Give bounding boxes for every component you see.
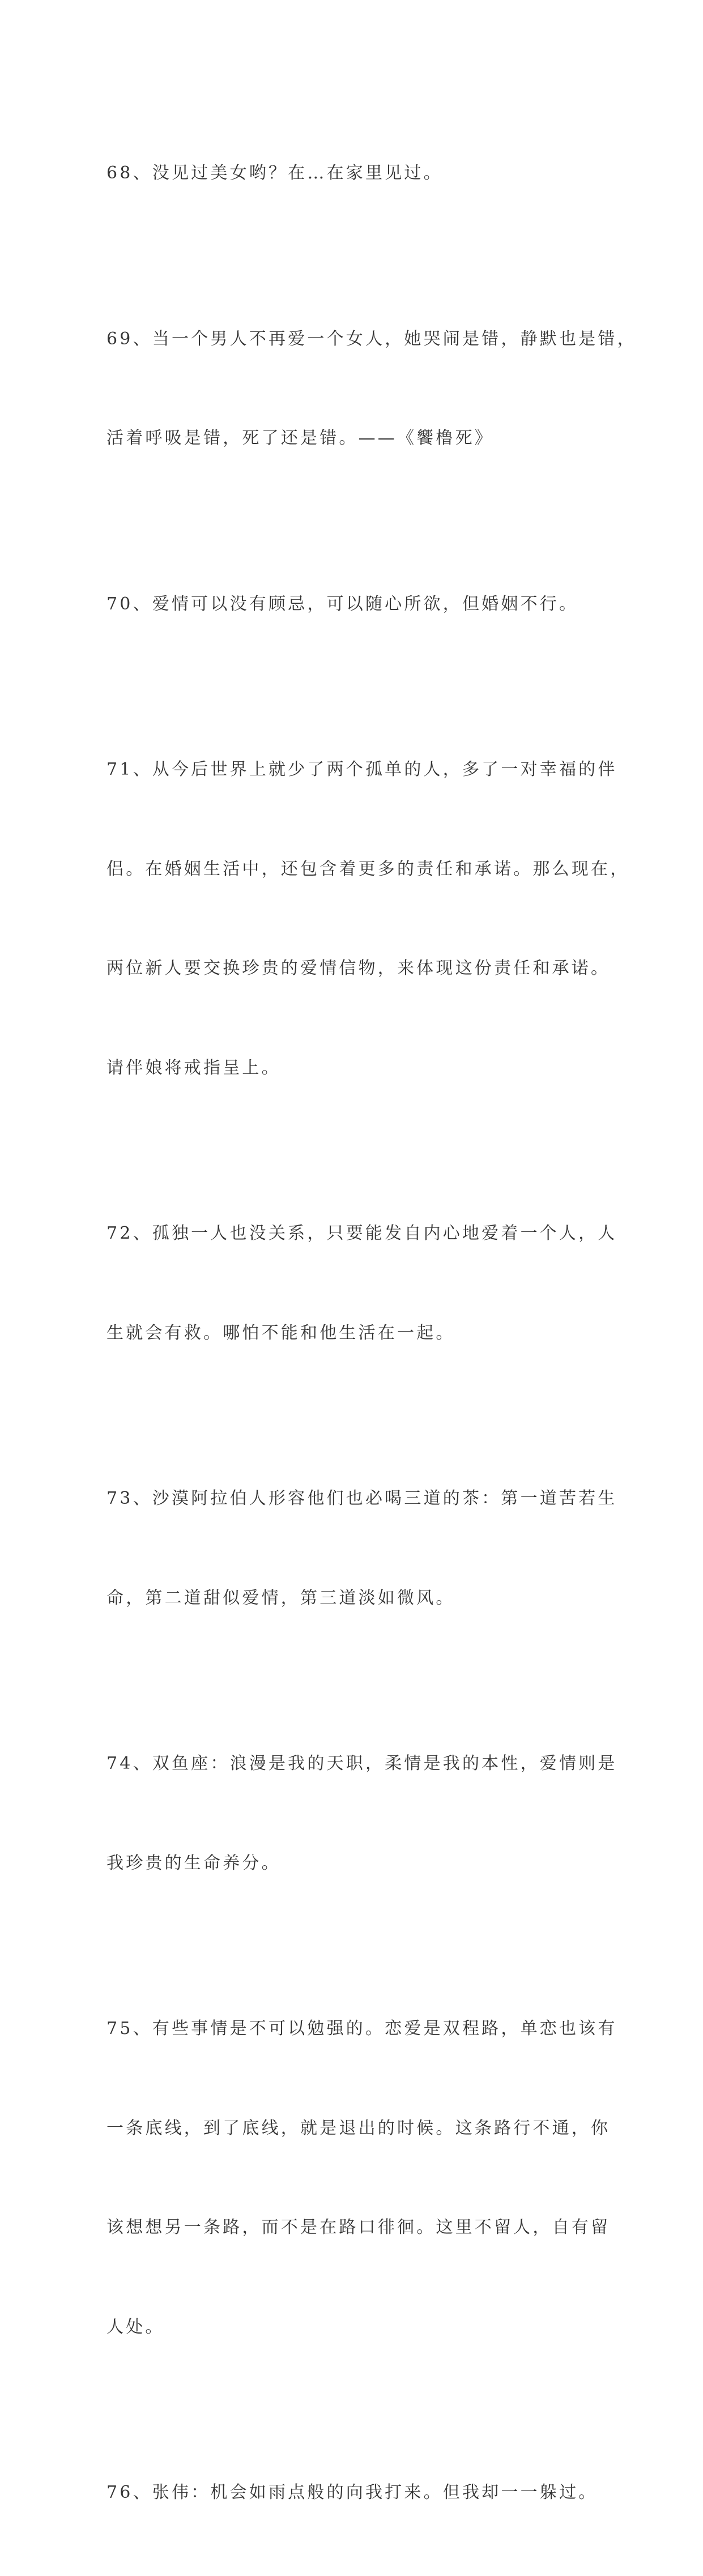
text-line: 命，第二道甜似爱情，第三道淡如微风。 [106, 1588, 455, 1608]
text-line: 68、没见过美女哟？在…在家里见过。 [106, 163, 443, 183]
text-line: 75、有些事情是不可以勉强的。恋爱是双程路，单恋也该有 [106, 2019, 617, 2038]
paragraph-70 [106, 522, 605, 688]
text-line: 73、沙漠阿拉伯人形容他们也必喝三道的茶：第一道苦若生 [106, 1489, 617, 1508]
text-line: 74、双鱼座：浪漫是我的天职，柔情是我的本性，爱情则是 [106, 1754, 617, 1773]
paragraph-68 [106, 91, 605, 257]
text-line: 76、张伟：机会如雨点般的向我打来。但我却一一躲过。 [106, 2483, 598, 2502]
document-body [106, 91, 637, 2576]
text-line: 活着呼吸是错，死了还是错。——《饗橹死》 [106, 428, 494, 448]
paragraph-74 [106, 1681, 617, 1946]
text-line: 72、孤独一人也没关系，只要能发自内心地爱着一个人，人 [106, 1223, 617, 1243]
text-line: 70、爱情可以没有顾忌，可以随心所欲，但婚姻不行。 [106, 594, 579, 614]
text-line: 一条底线，到了底线，就是退出的时候。这条路行不通，你 [106, 2118, 611, 2138]
text-line: 侣。在婚姻生活中，还包含着更多的责任和承诺。那么现在， [106, 859, 630, 879]
paragraph-75 [106, 1946, 617, 2410]
text-line: 该想想另一条路，而不是在路口徘徊。这里不留人，自有留 [106, 2217, 611, 2237]
text-line: 我珍贵的生命养分。 [106, 1853, 281, 1873]
paragraph-76 [106, 2410, 605, 2576]
paragraph-73 [106, 1416, 617, 1681]
text-line: 71、从今后世界上就少了两个孤单的人，多了一对幸福的伴 [106, 760, 617, 779]
text-line: 69、当一个男人不再爱一个女人，她哭闹是错，静默也是错， [106, 329, 637, 349]
text-line: 两位新人要交换珍贵的爱情信物，来体现这份责任和承诺。 [106, 958, 611, 978]
text-line: 请伴娘将戒指呈上。 [106, 1057, 281, 1078]
text-line: 生就会有救。哪怕不能和他生活在一起。 [106, 1323, 455, 1343]
paragraph-72 [106, 1151, 617, 1416]
text-line: 人处。 [106, 2317, 165, 2337]
paragraph-71 [106, 687, 630, 1151]
paragraph-69 [106, 257, 637, 522]
